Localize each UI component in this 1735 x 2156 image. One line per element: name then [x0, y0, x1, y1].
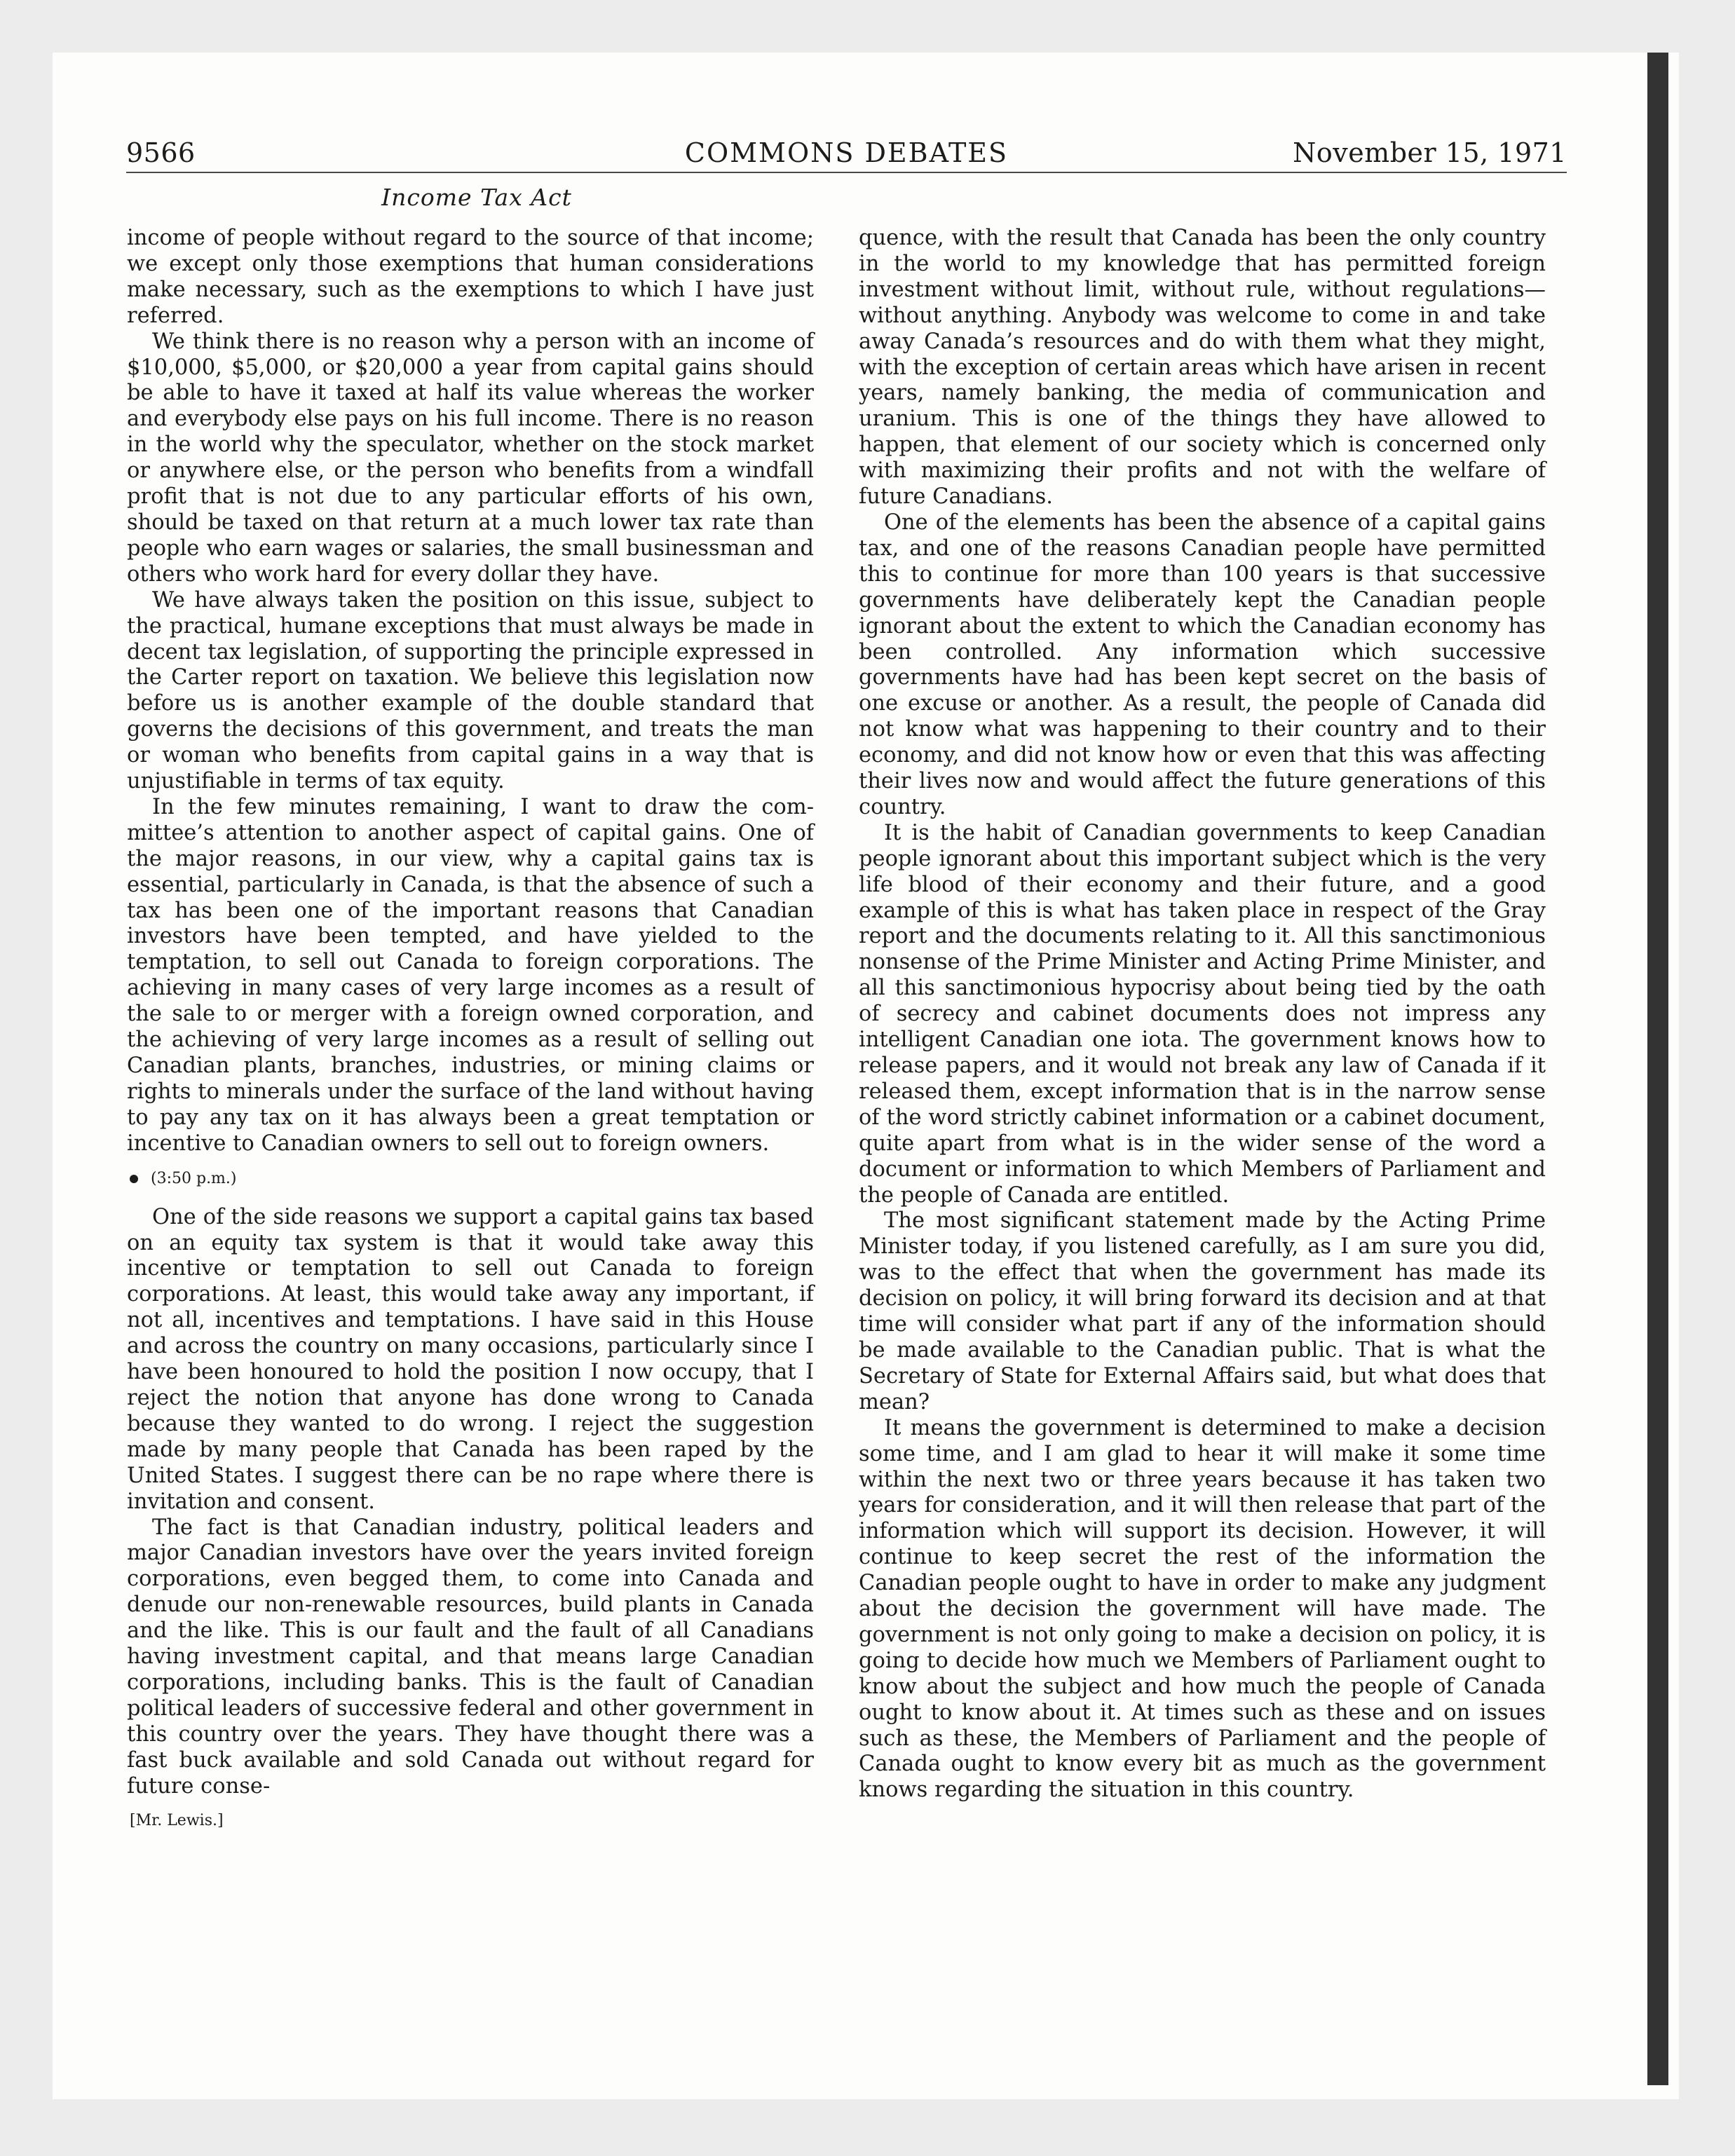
paragraph: The fact is that Canadian industry, political leaders and major Canadian investors have over the years invited foreign corporations, even begged them, to come into Canada and denude our non-renewable resources, build plants in Canada and the like. This is our fault and the fault of all Canadians having investment capital, and that means large Canadian corporations, including banks. This is the fault of Canadian political leaders of successive federal and other government in this country over the years. They have thought there was a fast buck available and sold Canada out without regard for future conse-	[127, 1515, 814, 1799]
scan-edge-bar	[1647, 53, 1668, 2085]
right-column	[859, 226, 1546, 1803]
publication-date: November 15, 1971	[1293, 137, 1567, 168]
timestamp-marker	[130, 1168, 814, 1189]
bullet-icon	[130, 1175, 138, 1183]
paragraph: We have always taken the position on this issue, subject to the practical, humane exceptions that must always be made in decent tax legislation, of supporting the principle expressed in the Carter report on taxation. We believe this legislation now before us is another example of the double standard that governs the decisions of this government, and treats the man or woman who benefits from capital gains in a way that is unjustifiable in terms of tax equity.	[127, 587, 814, 794]
running-header	[126, 137, 1567, 173]
paragraph: income of people without regard to the source of that income; we except only those exemptions that human considerations make necessary, such as the exemptions to which I have just referred.	[127, 226, 814, 328]
paragraph: The most significant statement made by the Acting Prime Minister today, if you listened carefully, as I am sure you did, was to the effect that when the government has made its decision on policy, it will bring forward its decision and at that time will consider what part if any of the information should be made available to the Canadian public. That is what the Secretary of State for External Affairs said, but what does that mean?	[859, 1208, 1546, 1414]
speaker-attribution: [Mr. Lewis.]	[130, 1812, 224, 1830]
paragraph: In the few minutes remaining, I want to draw the committee’s attention to another aspect of capital gains. One of the major reasons, in our view, why a capital gains tax is essential, particularly in Canada, is that the absence of such a tax has been one of the important reasons that Canadian investors have been tempted, and have yielded to the temptation, to sell out Canada to foreign corporations. The achieving in many cases of very large incomes as a result of the sale to or merger with a foreign owned corporation, and the achieving of very large incomes as a result of selling out Canadian plants, branches, industries, or mining claims or rights to minerals under the surface of the land without having to pay any tax on it has always been a great temptation or incentive to Canadian owners to sell out to foreign owners.	[127, 794, 814, 1156]
paragraph: One of the elements has been the absence of a capital gains tax, and one of the reasons Canadian people have permitted this to continue for more than 100 years is that successive governments have deliberately kept the Canadian people ignorant about the extent to which the Canadian economy has been controlled. Any information which successive governments have had has been kept secret on the basis of one excuse or another. As a result, the people of Canada did not know what was happening to their country and to their economy, and did not know how or even that this was affecting their lives now and would affect the future generations of this country.	[859, 510, 1546, 819]
paragraph: One of the side reasons we support a capital gains tax based on an equity tax system is that it would take away this incentive or temptation to sell out Canada to foreign corporations. At least, this would take away any important, if not all, incentives and temptations. I have said in this House and across the country on many occasions, particularly since I have been honoured to hold the position I now occupy, that I reject the notion that anyone has done wrong to Canada because they wanted to do wrong. I reject the suggestion made by many people that Canada has been raped by the United States. I suggest there can be no rape where there is invitation and consent.	[127, 1204, 814, 1514]
section-subhead: Income Tax Act	[381, 184, 572, 211]
publication-title: COMMONS DEBATES	[684, 137, 1009, 168]
paragraph: It is the habit of Canadian governments to keep Canadian people ignorant about this important subject which is the very life blood of their economy and their future, and a good example of this is what has taken place in respect of the Gray report and the documents relating to it. All this sanctimonious nonsense of the Prime Minister and Acting Prime Minister, and all this sanctimonious hypocrisy about being tied by the oath of secrecy and cabinet documents does not impress any intelligent Canadian one iota. The government knows how to release papers, and it would not break any law of Canada if it released them, except information that is in the narrow sense of the word strictly cabinet information or a cabinet document, quite apart from what is in the wider sense of the word a document or information to which Members of Parliament and the people of Canada are entitled.	[859, 820, 1546, 1208]
paragraph: We think there is no reason why a person with an income of $10,000, $5,000, or $20,000 a year from capital gains should be able to have it taxed at half its value whereas the worker and everybody else pays on his full income. There is no reason in the world why the speculator, whether on the stock market or anywhere else, or the person who benefits from a windfall profit that is not due to any particular efforts of his own, should be taxed on that return at a much lower tax rate than people who earn wages or salaries, the small businessman and others who work hard for every dollar they have.	[127, 329, 814, 587]
paragraph: It means the government is determined to make a decision some time, and I am glad to hear it will make it some time within the next two or three years because it has taken two years for consideration, and it will then release that part of the information which will support its decision. However, it will continue to keep secret the rest of the information the Canadian people ought to have in order to make any judgment about the decision the government will have made. The government is not only going to make a decision on policy, it is going to decide how much we Members of Parliament ought to know about the subject and how much the people of Canada ought to know about it. At times such as these and on issues such as these, the Members of Parliament and the people of Canada ought to know every bit as much as the government knows regarding the situation in this country.	[859, 1415, 1546, 1803]
page-number: 9566	[126, 137, 196, 168]
paragraph: quence, with the result that Canada has been the only country in the world to my knowledge that has permitted foreign investment without limit, without rule, without regulations—without anything. Anybody was welcome to come in and take away Canada’s resources and do with them what they might, with the exception of certain areas which have arisen in recent years, namely banking, the media of communication and uranium. This is one of the things they have allowed to happen, that element of our society which is concerned only with maximizing their profits and not with the welfare of future Canadians.	[859, 226, 1546, 510]
timestamp: (3:50 p.m.)	[151, 1169, 237, 1187]
left-column	[127, 226, 814, 1831]
